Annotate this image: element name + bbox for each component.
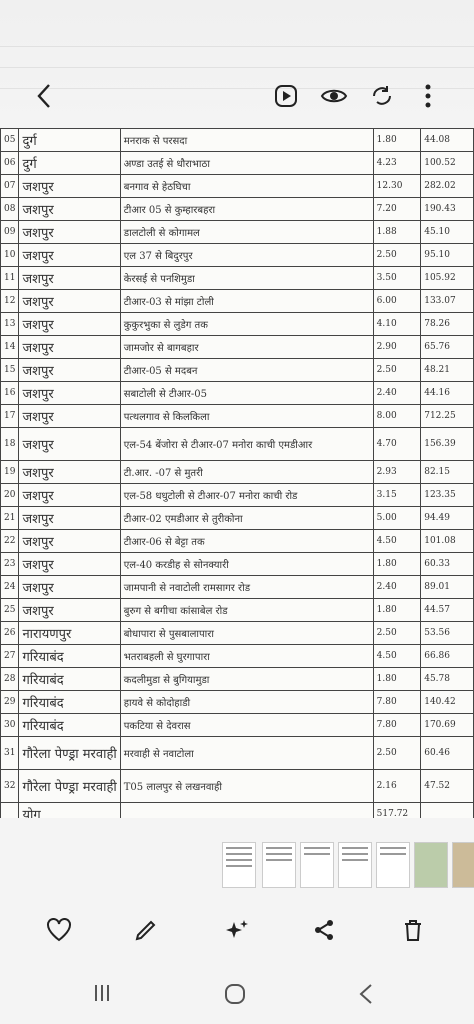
amount-cell: 78.26 <box>421 313 474 336</box>
amount-cell: 44.08 <box>421 129 474 152</box>
amount-cell: 47.52 <box>421 770 474 803</box>
amount-cell: 45.10 <box>421 221 474 244</box>
table-row <box>1 576 474 599</box>
road-cell: टी.आर. -07 से मुतरी <box>120 461 373 484</box>
road-cell: T05 लालपुर से लखनवाही <box>120 770 373 803</box>
table-row <box>1 737 474 770</box>
length-cell: 7.20 <box>373 198 421 221</box>
amount-cell: 82.15 <box>421 461 474 484</box>
district-cell: जशपुर <box>19 175 120 198</box>
table-row <box>1 313 474 336</box>
amount-cell: 133.07 <box>421 290 474 313</box>
district-cell: जशपुर <box>19 461 120 484</box>
thumbnail-strip <box>0 838 474 890</box>
amount-cell: 156.39 <box>421 428 474 461</box>
length-cell: 2.16 <box>373 770 421 803</box>
row-number: 24 <box>1 576 19 599</box>
district-cell: जशपुर <box>19 221 120 244</box>
amount-cell: 123.35 <box>421 484 474 507</box>
pencil-icon[interactable] <box>134 918 160 944</box>
amount-cell: 45.78 <box>421 668 474 691</box>
district-cell: जशपुर <box>19 599 120 622</box>
row-number: 22 <box>1 530 19 553</box>
amount-cell: 170.69 <box>421 714 474 737</box>
row-number <box>1 803 19 819</box>
row-number: 26 <box>1 622 19 645</box>
road-cell: टीआर-03 से मांझा टोली <box>120 290 373 313</box>
row-number: 28 <box>1 668 19 691</box>
district-cell: गरियाबंद <box>19 714 120 737</box>
thumbnail[interactable] <box>452 842 474 888</box>
row-number: 10 <box>1 244 19 267</box>
amount-cell: 282.02 <box>421 175 474 198</box>
row-number: 06 <box>1 152 19 175</box>
thumbnail[interactable] <box>222 842 256 888</box>
table-row <box>1 770 474 803</box>
district-cell: जशपुर <box>19 484 120 507</box>
amount-cell: 105.92 <box>421 267 474 290</box>
table-row <box>1 359 474 382</box>
district-cell: जशपुर <box>19 530 120 553</box>
length-cell: 1.88 <box>373 221 421 244</box>
table-row <box>1 714 474 737</box>
table-row <box>1 267 474 290</box>
amount-cell: 101.08 <box>421 530 474 553</box>
district-cell: जशपुर <box>19 382 120 405</box>
district-cell: जशपुर <box>19 553 120 576</box>
back-arrow-icon[interactable] <box>30 82 58 110</box>
length-cell: 1.80 <box>373 599 421 622</box>
row-number: 32 <box>1 770 19 803</box>
district-cell: योग <box>19 803 120 819</box>
table-row <box>1 405 474 428</box>
amount-cell: 95.10 <box>421 244 474 267</box>
amount-cell: 60.46 <box>421 737 474 770</box>
back-nav-icon[interactable] <box>358 983 374 1009</box>
road-cell: पकटिया से देवरास <box>120 714 373 737</box>
length-cell: 2.93 <box>373 461 421 484</box>
table-row <box>1 803 474 819</box>
amount-cell: 100.52 <box>421 152 474 175</box>
district-cell: जशपुर <box>19 290 120 313</box>
length-cell: 4.50 <box>373 530 421 553</box>
road-cell: सबाटोली से टीआर-05 <box>120 382 373 405</box>
road-cell: हायवे से कोदोहाडी <box>120 691 373 714</box>
row-number: 13 <box>1 313 19 336</box>
length-cell: 4.70 <box>373 428 421 461</box>
row-number: 08 <box>1 198 19 221</box>
eye-icon[interactable] <box>320 82 348 110</box>
road-cell: पत्थलगाव से किलकिला <box>120 405 373 428</box>
row-number: 19 <box>1 461 19 484</box>
length-cell: 7.80 <box>373 691 421 714</box>
district-cell: दुर्ग <box>19 152 120 175</box>
length-cell: 7.80 <box>373 714 421 737</box>
length-cell: 3.15 <box>373 484 421 507</box>
thumbnail[interactable] <box>300 842 334 888</box>
row-number: 20 <box>1 484 19 507</box>
length-cell: 2.40 <box>373 576 421 599</box>
viewer-toolbar <box>0 70 474 122</box>
district-cell: जशपुर <box>19 576 120 599</box>
row-number: 11 <box>1 267 19 290</box>
length-cell: 1.80 <box>373 129 421 152</box>
play-icon[interactable] <box>272 82 300 110</box>
amount-cell <box>421 803 474 819</box>
table-row <box>1 530 474 553</box>
road-cell: टीआर-06 से बेट्टा तक <box>120 530 373 553</box>
length-cell: 517.72 <box>373 803 421 819</box>
table-row <box>1 336 474 359</box>
row-number: 17 <box>1 405 19 428</box>
more-icon[interactable] <box>414 82 442 110</box>
length-cell: 4.23 <box>373 152 421 175</box>
length-cell: 2.40 <box>373 382 421 405</box>
row-number: 15 <box>1 359 19 382</box>
thumbnail[interactable] <box>376 842 410 888</box>
length-cell: 2.50 <box>373 244 421 267</box>
road-cell: एल-40 करडीह से सोनक्यारी <box>120 553 373 576</box>
district-cell: जशपुर <box>19 313 120 336</box>
table-row <box>1 599 474 622</box>
length-cell: 2.50 <box>373 359 421 382</box>
road-cell: भतराबहली से घुरगापारा <box>120 645 373 668</box>
length-cell: 2.90 <box>373 336 421 359</box>
amount-cell: 140.42 <box>421 691 474 714</box>
table-row <box>1 507 474 530</box>
district-cell: नारायणपुर <box>19 622 120 645</box>
table-row <box>1 175 474 198</box>
amount-cell: 190.43 <box>421 198 474 221</box>
table-row <box>1 622 474 645</box>
amount-cell: 712.25 <box>421 405 474 428</box>
amount-cell: 65.76 <box>421 336 474 359</box>
district-cell: जशपुर <box>19 198 120 221</box>
length-cell: 5.00 <box>373 507 421 530</box>
road-cell <box>120 803 373 819</box>
length-cell: 6.00 <box>373 290 421 313</box>
row-number: 23 <box>1 553 19 576</box>
sparkle-icon[interactable] <box>224 918 250 944</box>
road-table <box>0 128 474 818</box>
road-cell: अण्डा उतई से धौराभाठा <box>120 152 373 175</box>
district-cell: जशपुर <box>19 359 120 382</box>
road-cell: बोधापारा से पुसबालापारा <box>120 622 373 645</box>
length-cell: 1.80 <box>373 668 421 691</box>
row-number: 30 <box>1 714 19 737</box>
table-row <box>1 484 474 507</box>
district-cell: गौरेला पेण्ड्रा मरवाही <box>19 770 120 803</box>
amount-cell: 44.16 <box>421 382 474 405</box>
length-cell: 1.80 <box>373 553 421 576</box>
road-cell: टीआर 05 से कुम्हारबहरा <box>120 198 373 221</box>
road-cell: बुरुग से बगीचा कांसाबेल रोड <box>120 599 373 622</box>
table-row <box>1 129 474 152</box>
length-cell: 8.00 <box>373 405 421 428</box>
amount-cell: 48.21 <box>421 359 474 382</box>
road-cell: कुकुरभुका से लुडेग तक <box>120 313 373 336</box>
table-row <box>1 221 474 244</box>
table-row <box>1 668 474 691</box>
road-cell: डालटोली से कोगामल <box>120 221 373 244</box>
row-number: 12 <box>1 290 19 313</box>
road-cell: केरसई से पनशिमुडा <box>120 267 373 290</box>
table-row <box>1 553 474 576</box>
district-cell: दुर्ग <box>19 129 120 152</box>
district-cell: गरियाबंद <box>19 691 120 714</box>
rotate-icon[interactable] <box>368 82 396 110</box>
district-cell: गरियाबंद <box>19 668 120 691</box>
district-cell: गौरेला पेण्ड्रा मरवाही <box>19 737 120 770</box>
home-icon[interactable] <box>224 983 246 1009</box>
length-cell: 4.50 <box>373 645 421 668</box>
table-row <box>1 198 474 221</box>
row-number: 18 <box>1 428 19 461</box>
thumbnail[interactable] <box>414 842 448 888</box>
road-cell: कदलीमुडा से बुगियामुडा <box>120 668 373 691</box>
road-cell: टीआर-05 से मदबन <box>120 359 373 382</box>
heart-icon[interactable] <box>46 918 72 944</box>
row-number: 25 <box>1 599 19 622</box>
recents-icon[interactable] <box>92 983 112 1007</box>
thumbnail[interactable] <box>262 842 296 888</box>
action-bar <box>0 910 474 950</box>
road-cell: मनराक से परसदा <box>120 129 373 152</box>
row-number: 29 <box>1 691 19 714</box>
road-cell: बनगाव से हेठघिचा <box>120 175 373 198</box>
district-cell: जशपुर <box>19 336 120 359</box>
amount-cell: 89.01 <box>421 576 474 599</box>
road-cell: टीआर-02 एमडीआर से तुरीकोना <box>120 507 373 530</box>
row-number: 09 <box>1 221 19 244</box>
district-cell: जशपुर <box>19 428 120 461</box>
row-number: 05 <box>1 129 19 152</box>
amount-cell: 94.49 <box>421 507 474 530</box>
row-number: 31 <box>1 737 19 770</box>
district-cell: जशपुर <box>19 507 120 530</box>
road-cell: एल 37 से बिदुरपुर <box>120 244 373 267</box>
trash-icon[interactable] <box>402 918 428 944</box>
length-cell: 4.10 <box>373 313 421 336</box>
length-cell: 2.50 <box>373 737 421 770</box>
district-cell: गरियाबंद <box>19 645 120 668</box>
share-icon[interactable] <box>312 918 338 944</box>
table-row <box>1 244 474 267</box>
amount-cell: 53.56 <box>421 622 474 645</box>
table-row <box>1 645 474 668</box>
table-row <box>1 691 474 714</box>
table-row <box>1 428 474 461</box>
table-row <box>1 152 474 175</box>
length-cell: 3.50 <box>373 267 421 290</box>
row-number: 14 <box>1 336 19 359</box>
road-cell: एल-54 बेंजोरा से टीआर-07 मनोरा काची एमडीआर <box>120 428 373 461</box>
amount-cell: 60.33 <box>421 553 474 576</box>
row-number: 16 <box>1 382 19 405</box>
length-cell: 2.50 <box>373 622 421 645</box>
road-cell: मरवाही से नवाटोला <box>120 737 373 770</box>
amount-cell: 44.57 <box>421 599 474 622</box>
road-cell: जामपानी से नवाटोली रामसागर रोड <box>120 576 373 599</box>
row-number: 21 <box>1 507 19 530</box>
road-cell: एल-58 धधुटोली से टीआर-07 मनोरा काची रोड <box>120 484 373 507</box>
table-row <box>1 461 474 484</box>
row-number: 27 <box>1 645 19 668</box>
table-row <box>1 290 474 313</box>
length-cell: 12.30 <box>373 175 421 198</box>
road-cell: जामजोर से बागबहार <box>120 336 373 359</box>
nav-bar <box>0 978 474 1012</box>
table-row <box>1 382 474 405</box>
district-cell: जशपुर <box>19 267 120 290</box>
document-image <box>0 128 474 818</box>
row-number: 07 <box>1 175 19 198</box>
district-cell: जशपुर <box>19 244 120 267</box>
district-cell: जशपुर <box>19 405 120 428</box>
amount-cell: 66.86 <box>421 645 474 668</box>
thumbnail[interactable] <box>338 842 372 888</box>
